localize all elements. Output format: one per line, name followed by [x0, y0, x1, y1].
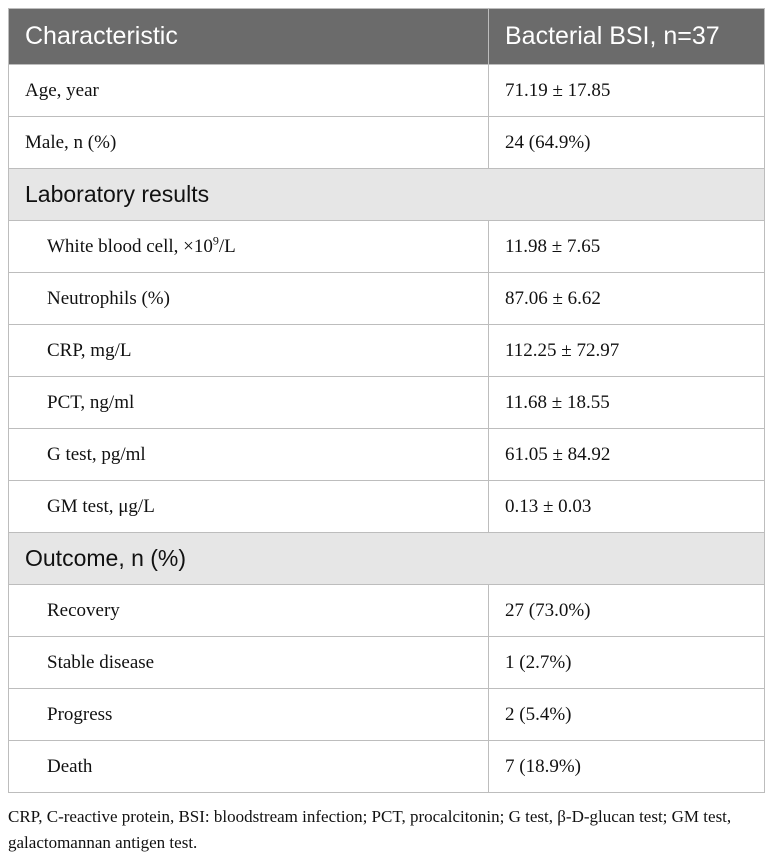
table-row: [9, 689, 765, 741]
table-row: [9, 637, 765, 689]
row-label-age: Age, year: [9, 65, 489, 117]
row-label-death: Death: [9, 741, 489, 793]
row-label-g-test: G test, pg/ml: [9, 429, 489, 481]
row-value-stable-disease: 1 (2.7%): [489, 637, 765, 689]
row-value-death: 7 (18.9%): [489, 741, 765, 793]
row-value-g-test: 61.05 ± 84.92: [489, 429, 765, 481]
row-value-crp: 112.25 ± 72.97: [489, 325, 765, 377]
header-bacterial-bsi: Bacterial BSI, n=37: [489, 9, 765, 65]
row-label-progress: Progress: [9, 689, 489, 741]
row-label-male: Male, n (%): [9, 117, 489, 169]
row-value-pct: 11.68 ± 18.55: [489, 377, 765, 429]
table-row: [9, 65, 765, 117]
table-row: [9, 117, 765, 169]
characteristics-table: [8, 8, 765, 793]
table-row: [9, 429, 765, 481]
row-value-recovery: 27 (73.0%): [489, 585, 765, 637]
row-label-pct: PCT, ng/ml: [9, 377, 489, 429]
table-footnote: CRP, C-reactive protein, BSI: bloodstream infection; PCT, procalcitonin; G test, β-D-glucan test; GM test, galactomannan antigen test.: [8, 807, 732, 852]
row-label-wbc: [9, 221, 489, 273]
wbc-label-pre: White blood cell, ×10: [47, 235, 213, 257]
section-row-outcome: [9, 533, 765, 585]
table-row: [9, 481, 765, 533]
row-label-recovery: Recovery: [9, 585, 489, 637]
row-value-gm-test: 0.13 ± 0.03: [489, 481, 765, 533]
wbc-label-post: /L: [218, 235, 236, 257]
row-value-male: 24 (64.9%): [489, 117, 765, 169]
table-row: [9, 377, 765, 429]
row-label-stable-disease: Stable disease: [9, 637, 489, 689]
header-characteristic: Characteristic: [9, 9, 489, 65]
table-row: [9, 325, 765, 377]
wbc-label-sup: 9: [212, 233, 219, 248]
table-row: [9, 221, 765, 273]
table-row: [9, 585, 765, 637]
row-value-neutrophils: 87.06 ± 6.62: [489, 273, 765, 325]
row-value-wbc: 11.98 ± 7.65: [489, 221, 765, 273]
table-row: [9, 273, 765, 325]
table-header-row: [9, 9, 765, 65]
row-label-neutrophils: Neutrophils (%): [9, 273, 489, 325]
section-title-laboratory: Laboratory results: [9, 169, 765, 221]
row-label-crp: CRP, mg/L: [9, 325, 489, 377]
section-title-outcome: Outcome, n (%): [9, 533, 765, 585]
row-value-age: 71.19 ± 17.85: [489, 65, 765, 117]
row-value-progress: 2 (5.4%): [489, 689, 765, 741]
section-row-laboratory: [9, 169, 765, 221]
table-row: [9, 741, 765, 793]
row-label-gm-test: GM test, μg/L: [9, 481, 489, 533]
